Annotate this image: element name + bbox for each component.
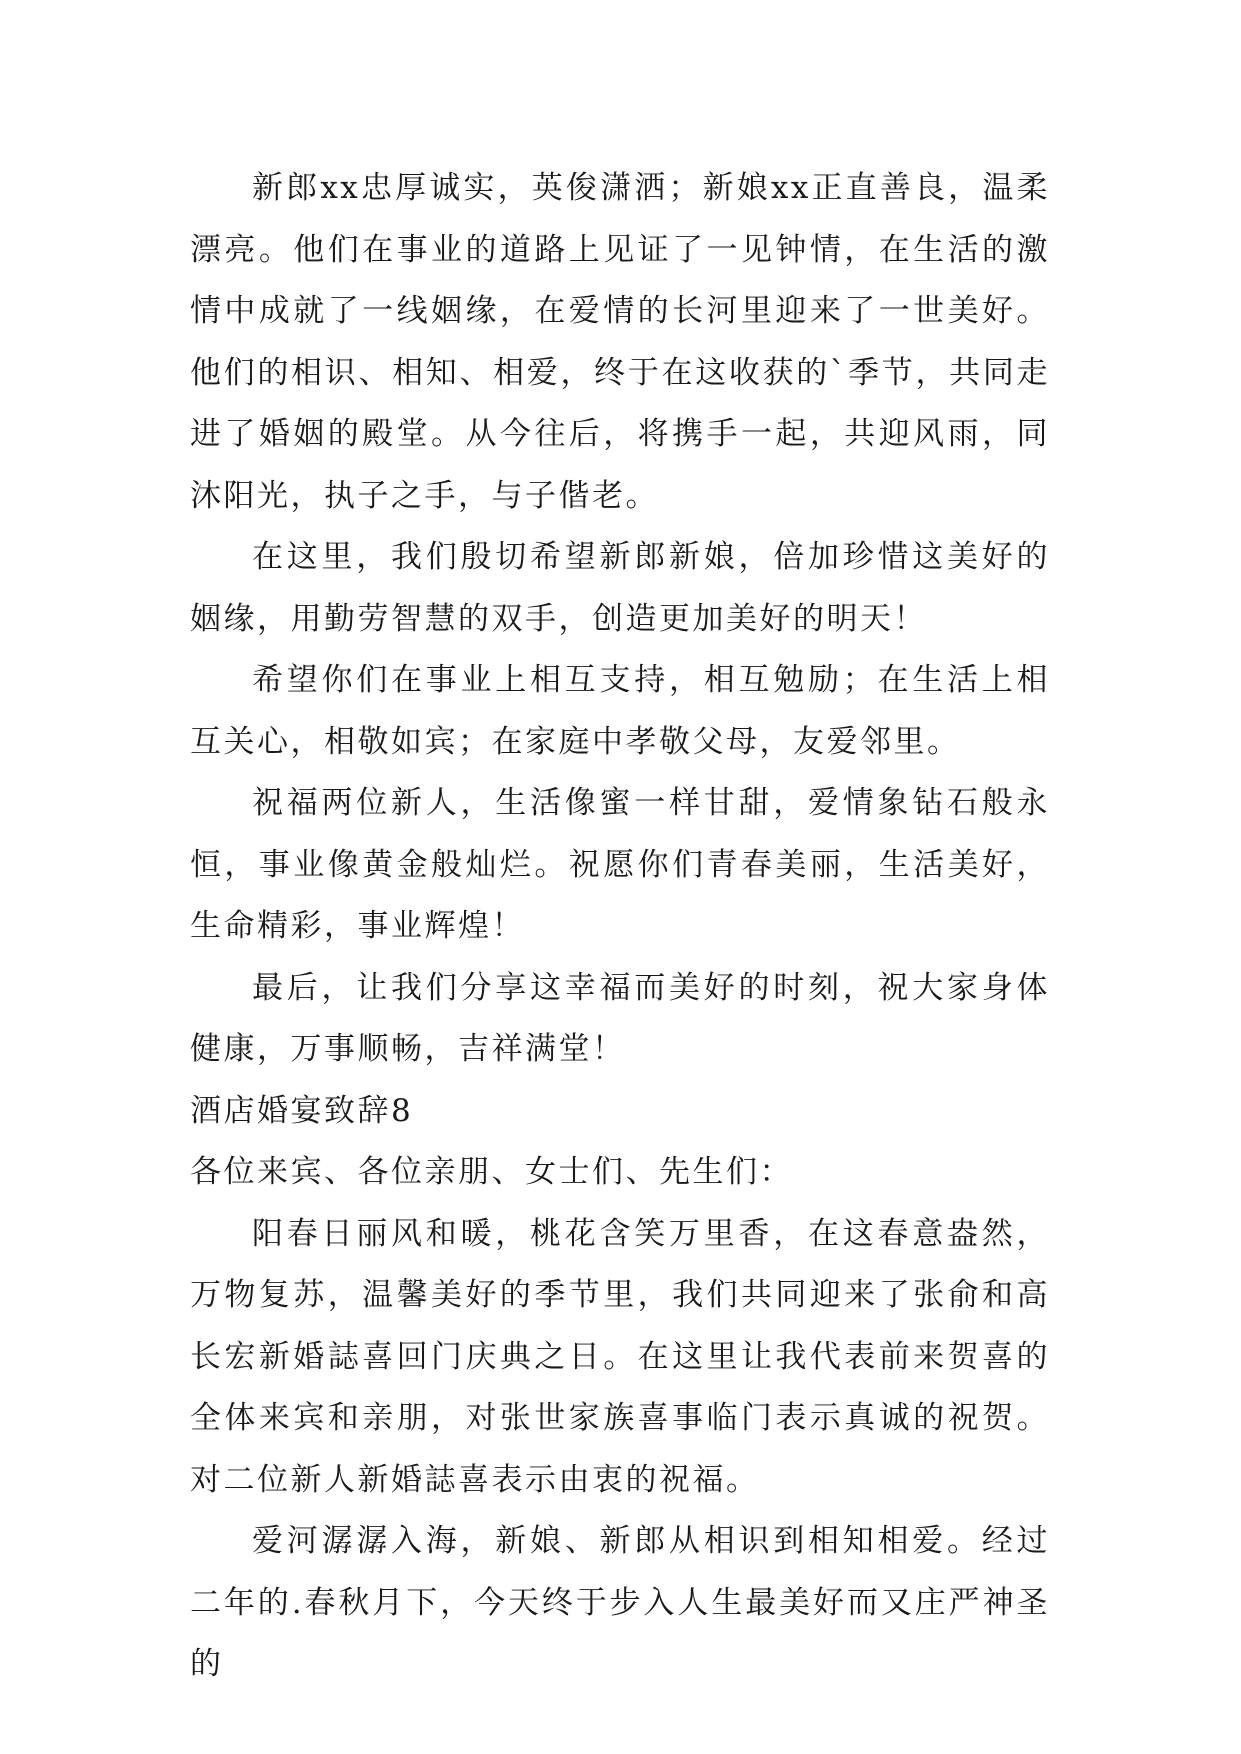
paragraph-hope-cherish: 在这里，我们殷切希望新郎新娘，倍加珍惜这美好的姻缘，用勤劳智慧的双手，创造更加美好的明天！ (190, 539, 1050, 637)
paragraph-closing: 最后，让我们分享这幸福而美好的时刻，祝大家身体健康，万事顺畅，吉祥满堂！ (190, 969, 1050, 1067)
section-title: 酒店婚宴致辞8 (190, 1092, 414, 1129)
salutation: 各位来宾、各位亲朋、女士们、先生们： (190, 1154, 793, 1190)
paragraph-blessing: 祝福两位新人，生活像蜜一样甘甜，爱情象钻石般永恒，事业像黄金般灿烂。祝愿你们青春美丽，生活美好，生命精彩，事业辉煌！ (190, 785, 1050, 944)
paragraph-hope-support: 希望你们在事业上相互支持，相互勉励；在生活上相互关心，相敬如宾；在家庭中孝敬父母，友爱邻里。 (190, 662, 1050, 760)
paragraph-couple-description: 新郎xx忠厚诚实，英俊潇洒；新娘xx正直善良，温柔漂亮。他们在事业的道路上见证了一见钟情，在生活的激情中成就了一线姻缘，在爱情的长河里迎来了一世美好。他们的相识、相知、相爱，终于在这收获的`季节，共同走进了婚姻的殿堂。从今往后，将携手一起，共迎风雨，同沐阳光，执子之手，与子偕老。 (190, 170, 1050, 514)
document-body (190, 158, 1050, 1696)
paragraph-love-river: 爱河潺潺入海，新娘、新郎从相识到相知相爱。经过二年的.春秋月下，今天终于步入人生最美好而又庄严神圣的 (190, 1523, 1050, 1682)
paragraph-spring-celebration: 阳春日丽风和暖，桃花含笑万里香，在这春意盎然，万物复苏，温馨美好的季节里，我们共同迎来了张俞和高长宏新婚誌喜回门庆典之日。在这里让我代表前来贺喜的全体来宾和亲朋，对张世家族喜事临门表示真诚的祝贺。对二位新人新婚誌喜表示由衷的祝福。 (190, 1215, 1050, 1498)
